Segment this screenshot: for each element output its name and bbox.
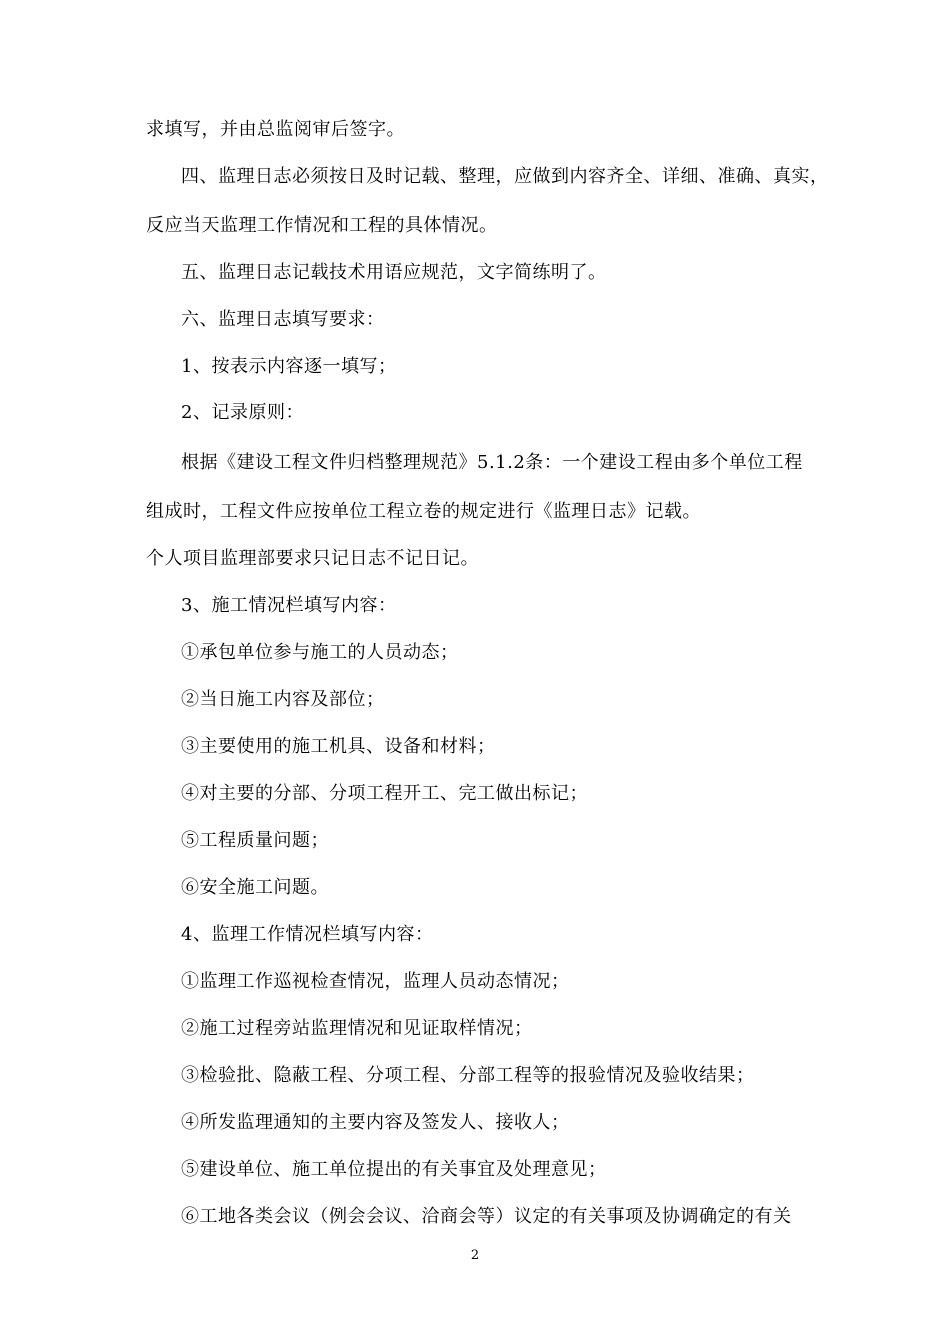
text-line: 五、监理日志记载技术用语应规范，文字简练明了。 [181,262,607,283]
text-line: 根据《建设工程文件归档整理规范》5.1.2条：一个建设工程由多个单位工程 [181,452,803,473]
text-line: 四、监理日志必须按日及时记载、整理，应做到内容齐全、详细、准确、真实， [181,166,829,187]
text-line: 反应当天监理工作情况和工程的具体情况。 [146,215,498,236]
text-line: ⑤工程质量问题； [181,830,329,851]
text-line: 1、按表示内容逐一填写； [181,356,397,377]
text-line: ①监理工作巡视检查情况，监理人员动态情况； [181,971,570,992]
text-line: ③主要使用的施工机具、设备和材料； [181,736,496,757]
text-line: ④所发监理通知的主要内容及签发人、接收人； [181,1112,570,1133]
text-line: 3、施工情况栏填写内容： [181,595,397,616]
text-line: 求填写，并由总监阅审后签字。 [146,119,405,140]
text-line: 组成时，工程文件应按单位工程立卷的规定进行《监理日志》记载。 [146,501,701,522]
text-line: ④对主要的分部、分项工程开工、完工做出标记； [181,783,588,804]
page-number: 2 [470,1248,480,1263]
text-line: 4、监理工作情况栏填写内容： [181,924,434,945]
text-line: ②施工过程旁站监理情况和见证取样情况； [181,1018,533,1039]
text-line: ⑥工地各类会议（例会会议、洽商会等）议定的有关事项及协调确定的有关 [181,1206,792,1227]
text-line: ②当日施工内容及部位； [181,689,385,710]
text-line: 2、记录原则： [181,402,304,423]
text-line: ③检验批、隐蔽工程、分项工程、分部工程等的报验情况及验收结果； [181,1065,755,1086]
text-line: ⑤建设单位、施工单位提出的有关事宜及处理意见； [181,1159,607,1180]
text-line: 个人项目监理部要求只记日志不记日记。 [146,548,479,569]
text-line: 六、监理日志填写要求： [181,309,385,330]
text-line: ⑥安全施工问题。 [181,877,329,898]
text-line: ①承包单位参与施工的人员动态； [181,642,459,663]
